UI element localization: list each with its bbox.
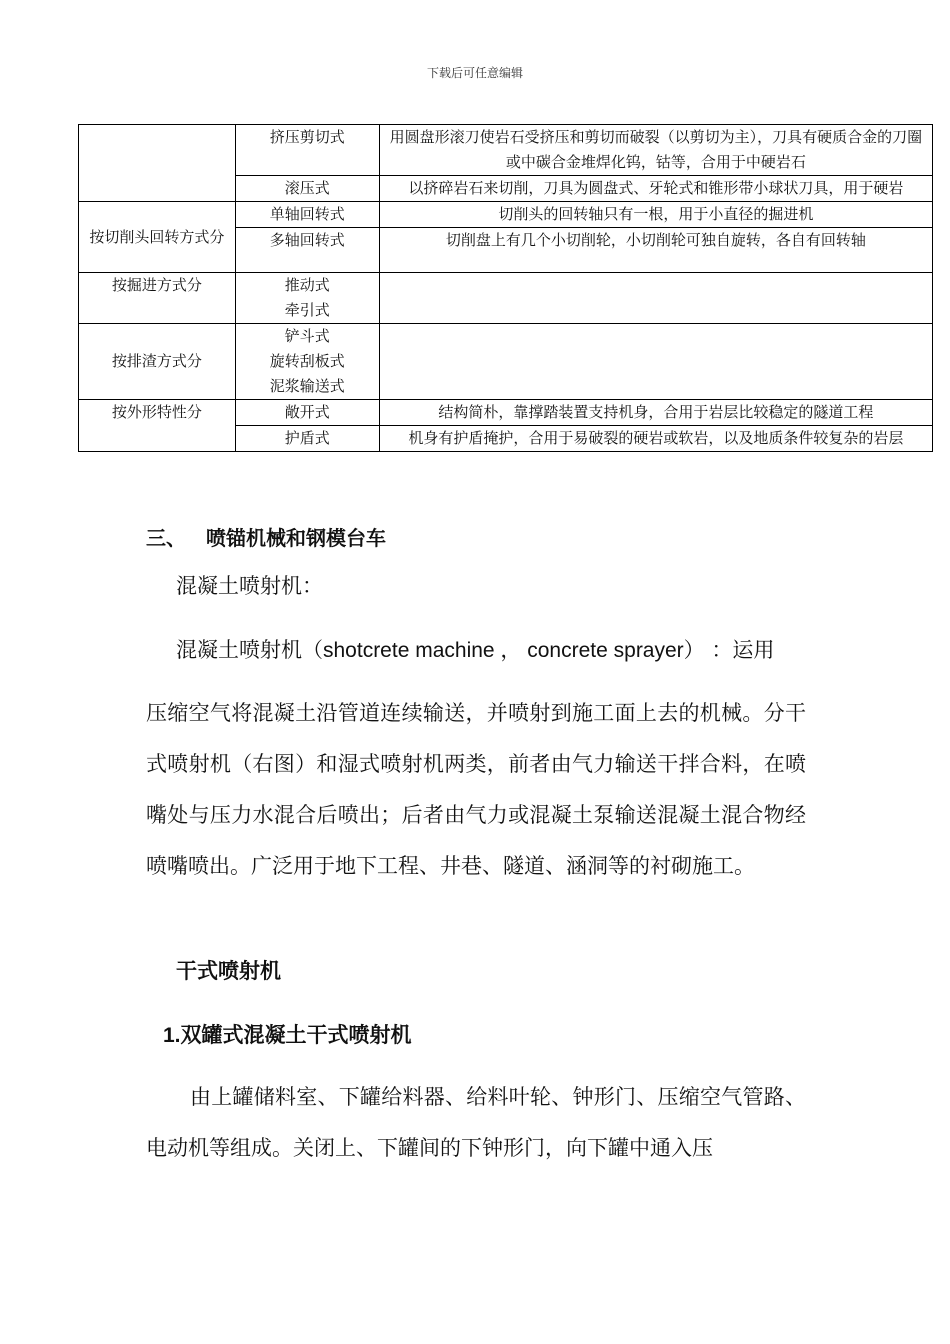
type-cell — [235, 324, 379, 400]
type-cell: 挤压剪切式 — [235, 125, 379, 176]
type-cell: 滚压式 — [235, 176, 379, 202]
definition-first-line — [176, 634, 774, 664]
section-title: 喷锚机械和钢模台车 — [206, 526, 386, 550]
type-cell: 护盾式 — [235, 426, 379, 452]
table-row — [79, 202, 933, 228]
desc-cell: 机身有护盾掩护，合用于易破裂的硬岩或软岩，以及地质条件较复杂的岩层 — [379, 426, 932, 452]
category-cell — [79, 125, 236, 202]
table-row — [79, 125, 933, 176]
desc-cell: 切削头的回转轴只有一根，用于小直径的掘进机 — [379, 202, 932, 228]
desc-cell — [379, 273, 932, 324]
desc-cell — [379, 324, 932, 400]
desc-cell: 切削盘上有几个小切削轮，小切削轮可独自旋转，各自有回转轴 — [379, 228, 932, 273]
definition-paragraph: 压缩空气将混凝土沿管道连续输送，并喷射到施工面上去的机械。分干式喷射机（右图）和湿式喷射机两类，前者由气力输送干拌合料，在喷嘴处与压力水混合后喷出；后者由气力或混凝土泵输送混凝土混合物经喷嘴喷出。广泛用于地下工程、井巷、隧道、涵洞等的衬砌施工。 — [146, 701, 806, 878]
type-cell — [235, 273, 379, 324]
type-cell: 多轴回转式 — [235, 228, 379, 273]
type-line: 铲斗式 — [284, 327, 330, 345]
sprayer-label: 混凝土喷射机： — [176, 574, 323, 598]
desc-cell: 以挤碎岩石来切削，刀具为圆盘式、牙轮式和锥形带小球状刀具，用于硬岩 — [379, 176, 932, 202]
desc-cell: 用圆盘形滚刀使岩石受挤压和剪切而破裂（以剪切为主），刀具有硬质合金的刀圈或中碳合金堆焊化钨，钴等，合用于中硬岩石 — [379, 125, 932, 176]
category-cell: 按排渣方式分 — [79, 324, 236, 400]
item-title: 双罐式混凝土干式喷射机 — [180, 1022, 412, 1047]
definition-close: ） ：运用 — [683, 638, 775, 662]
item-heading — [163, 1019, 412, 1049]
type-line: 旋转刮板式 — [269, 352, 345, 370]
type-cell: 单轴回转式 — [235, 202, 379, 228]
subheading: 干式喷射机 — [176, 958, 281, 983]
type-line: 推动式 — [284, 276, 330, 294]
definition-english: shotcrete machine ， concrete sprayer — [323, 639, 684, 662]
category-cell: 按掘进方式分 — [79, 273, 236, 324]
section-heading — [146, 522, 386, 551]
category-cell: 按外形特性分 — [79, 400, 236, 452]
type-line: 泥浆输送式 — [269, 377, 345, 395]
type-line: 牵引式 — [284, 301, 330, 319]
item-paragraph: 由上罐储料室、下罐给料器、给料叶轮、钟形门、压缩空气管路、电动机等组成。关闭上、下罐间的下钟形门，向下罐中通入压 — [146, 1085, 806, 1160]
desc-cell: 结构简朴，靠撑踏装置支持机身，合用于岩层比较稳定的隧道工程 — [379, 400, 932, 426]
tunnel-boring-machine-table — [78, 124, 933, 452]
item-number: 1. — [163, 1024, 181, 1047]
section-number: 三、 — [146, 526, 186, 550]
table-row — [79, 400, 933, 426]
table-row — [79, 324, 933, 400]
table-row — [79, 273, 933, 324]
page-header: 下载后可任意编辑 — [426, 66, 523, 80]
definition-term: 混凝土喷射机（ — [176, 638, 323, 662]
type-cell: 敞开式 — [235, 400, 379, 426]
category-cell: 按切削头回转方式分 — [79, 202, 236, 273]
